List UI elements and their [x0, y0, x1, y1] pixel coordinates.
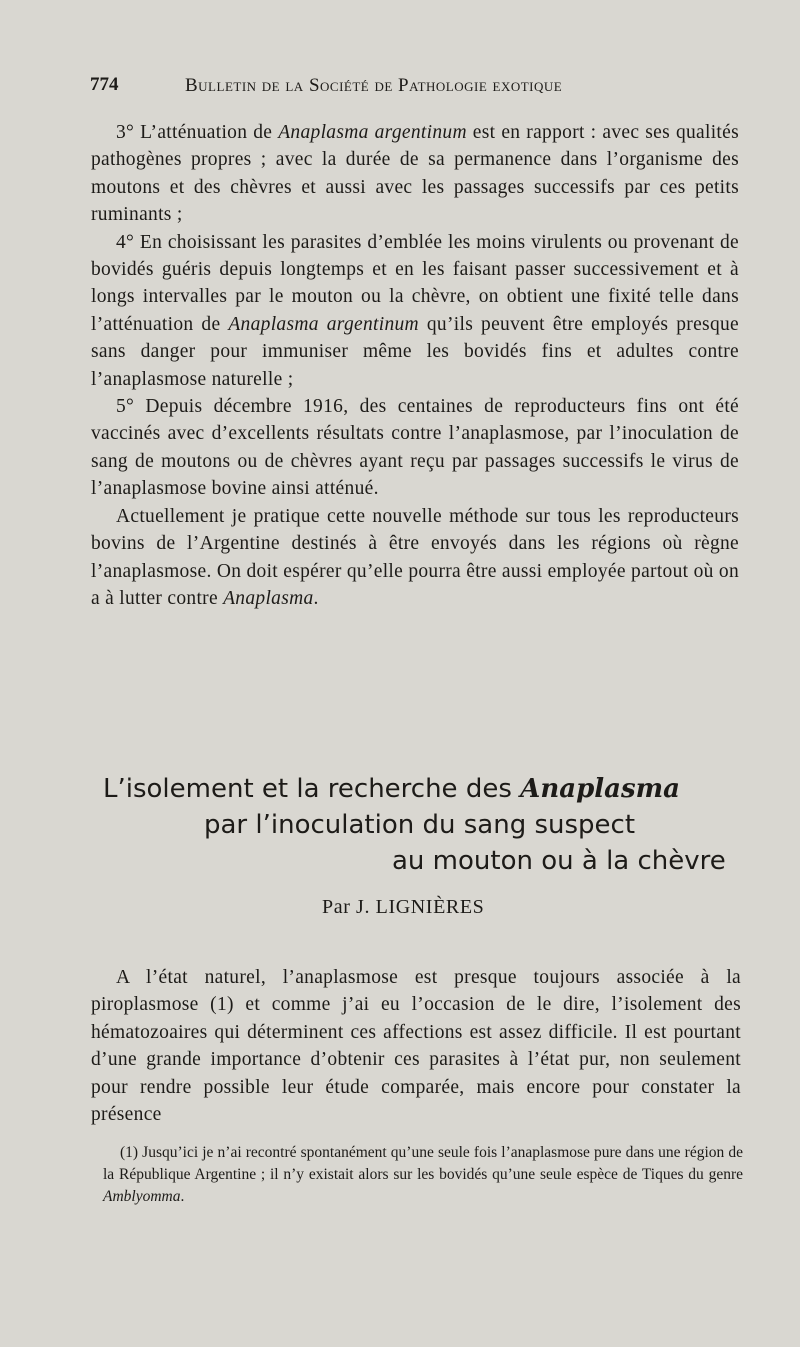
footnote-1: (1) Jusqu’ici je n’ai recontré spontanément qu’une seule fois l’anaplasmose pure dans une région de la République Argentine ; il n’y existait alors sur les bovidés qu’une seule espèce de Tiques du genre Amblyomma.: [103, 1144, 743, 1205]
article-author: Par J. LIGNIÈRES: [322, 896, 485, 918]
title-line-2: par l’inoculation du sang suspect: [204, 810, 636, 840]
paragraph-5: 5° Depuis décembre 1916, des centaines de reproducteurs fins ont été vaccinés avec d’excellents résultats contre l’anaplasmose, par l’inoculation de sang de moutons ou de chèvres ayant reçu par passages successifs le virus de l’anaplasmose bovine ainsi atténué.: [91, 396, 739, 500]
paragraph-3: 3° L’atténuation de Anaplasma argentinum est en rapport : avec ses qualités pathogènes propres ; avec la durée de sa permanence dans l’organisme des moutons et des chèvres et aussi avec les passages successifs par ces petits ruminants ;: [91, 122, 739, 226]
article-body: [91, 964, 741, 1128]
page-number: 774: [90, 74, 119, 95]
paragraph-4: 4° En choisissant les parasites d’emblée les moins virulents ou provenant de bovidés guéris depuis longtemps et en les faisant passer successivement et à longs intervalles par le mouton ou la chèvre, on obtient une fixité telle dans l’atténuation de Anaplasma argentinum qu’ils peuvent être employés presque sans danger pour immuniser même les bovidés fins et adultes contre l’anaplasmose naturelle ;: [91, 231, 740, 390]
running-title: Bulletin de la Société de Pathologie exotique: [185, 75, 563, 96]
continued-section: [91, 119, 739, 612]
page-header: [90, 74, 750, 100]
article-paragraph-1: A l’état naturel, l’anaplasmose est presque toujours associée à la piroplasmose (1) et comme j’ai eu l’occasion de le dire, l’isolement des hématozoaires qui déterminent ces affections est assez difficile. Il est pourtant d’une grande importance d’obtenir ces parasites à l’état pur, non seulement pour rendre possible leur étude comparée, mais encore pour constater la présence: [91, 967, 741, 1126]
footnotes: [103, 1142, 743, 1208]
title-line-1: L’isolement et la recherche des Anaplasma: [103, 774, 680, 804]
paragraph-6: Actuellement je pratique cette nouvelle méthode sur tous les reproducteurs bovins de l’Argentine destinés à être envoyés dans les régions où règne l’anaplasmose. On doit espérer qu’elle pourra être aussi employée partout où on a à lutter contre Anaplasma.: [91, 505, 739, 609]
title-line-3: au mouton ou à la chèvre: [392, 846, 726, 876]
